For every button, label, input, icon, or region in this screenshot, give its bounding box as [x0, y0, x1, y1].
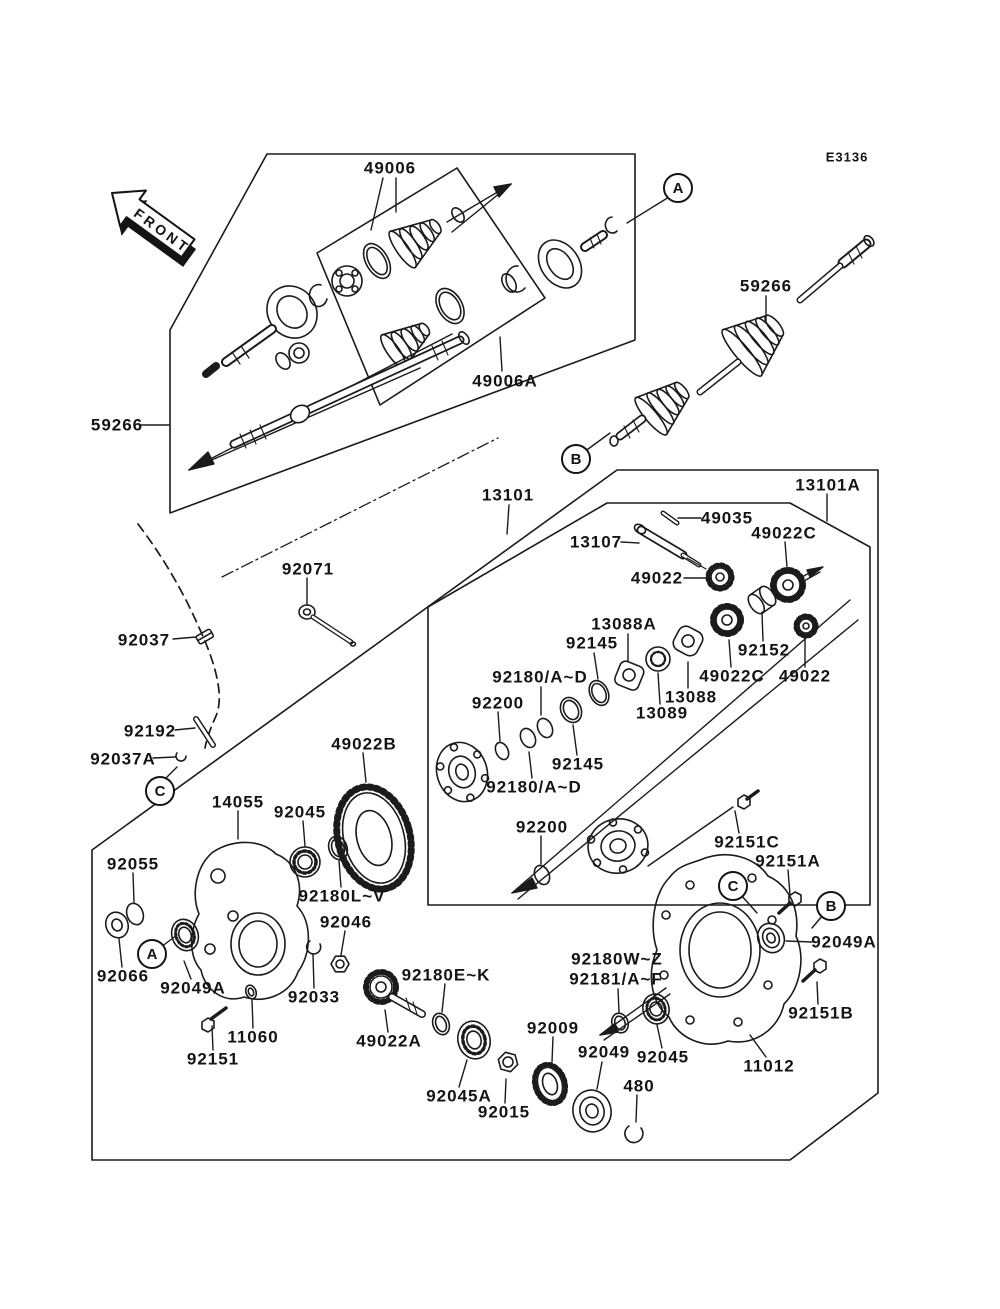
part-label-92192: 92192 [123, 721, 177, 741]
part-label-92033: 92033 [287, 987, 341, 1007]
part-label-92200-lower: 92200 [515, 817, 569, 837]
bolt-92151B [803, 959, 826, 981]
cv-boot-right-inner [631, 369, 700, 438]
part-label-13101: 13101 [481, 485, 535, 505]
part-label-92037A: 92037A [90, 749, 156, 769]
callout-C-left: C [145, 776, 175, 806]
bevel-gear-49022C-2 [713, 606, 741, 634]
part-label-59266-left: 59266 [90, 415, 144, 435]
joint-hub [289, 343, 309, 363]
bearing-92049A-left [167, 916, 202, 955]
o-ring-92200-1 [493, 740, 511, 761]
joint-spider [332, 266, 362, 296]
part-label-49022B: 49022B [331, 734, 397, 754]
part-label-49022C-lower: 49022C [699, 666, 765, 686]
washer-92180EK [430, 1011, 453, 1037]
part-label-92055: 92055 [106, 854, 160, 874]
ring-92145-2 [556, 694, 585, 726]
part-label-49006: 49006 [363, 158, 417, 178]
part-label-49022-top: 49022 [630, 568, 684, 588]
bevel-gear-49022-2 [796, 616, 816, 636]
front-drive-shaft-exploded [206, 206, 617, 448]
part-label-92181AF: 92181/A~F [569, 969, 663, 989]
part-label-13089: 13089 [635, 703, 689, 723]
bolt-92151 [202, 1008, 226, 1032]
part-label-92200-upper: 92200 [471, 693, 525, 713]
front-arrow-text: FRONT [130, 204, 194, 257]
bevel-gear-49022C-1 [773, 570, 803, 600]
part-label-13107: 13107 [569, 532, 623, 552]
part-label-59266-right: 59266 [739, 276, 793, 296]
ring-480 [625, 1126, 643, 1143]
front-drive-shaft-assembled [610, 234, 876, 446]
bearing-92045-top [290, 847, 320, 877]
part-label-92180EK: 92180E~K [401, 965, 491, 985]
part-label-13088: 13088 [664, 687, 718, 707]
part-label-92046: 92046 [319, 912, 373, 932]
part-label-92151A: 92151A [755, 851, 821, 871]
cam-plate-13088 [670, 623, 705, 658]
ring-92145-1 [585, 677, 612, 708]
nut-92015 [496, 1051, 520, 1073]
callout-A-left: A [137, 939, 167, 969]
splined-washer-13089 [646, 647, 670, 671]
cv-boot [385, 206, 451, 271]
axle-shaft [234, 330, 471, 448]
clamp-92037 [196, 629, 214, 645]
part-label-92066: 92066 [96, 966, 150, 986]
part-label-49035: 49035 [700, 508, 754, 528]
boot-band-2 [430, 284, 470, 329]
spacer-92049 [568, 1086, 616, 1136]
part-label-13101A: 13101A [795, 475, 861, 495]
part-label-92049A-left: 92049A [160, 978, 226, 998]
part-label-92045-bottom: 92045 [636, 1047, 690, 1067]
part-label-92037: 92037 [117, 630, 171, 650]
part-label-49022C-top: 49022C [751, 523, 817, 543]
callout-B-top: B [561, 444, 591, 474]
part-label-92015: 92015 [477, 1102, 531, 1122]
bolt-92151A [779, 892, 801, 913]
bolt-92151C [738, 791, 758, 809]
part-label-14055: 14055 [211, 792, 265, 812]
part-label-92071: 92071 [281, 559, 335, 579]
front-arrow [95, 175, 207, 276]
part-label-49022A: 49022A [356, 1031, 422, 1051]
part-label-11060: 11060 [227, 1027, 279, 1047]
part-label-92180AD-upper: 92180/A~D [492, 667, 588, 687]
nut-92046 [331, 956, 349, 972]
snap-ring-3 [605, 217, 617, 233]
part-label-92049A-right: 92049A [811, 932, 877, 952]
part-label-92152: 92152 [737, 640, 791, 660]
diff-case-half-1 [429, 736, 495, 809]
plate-13088A [613, 659, 646, 692]
bearing-92045A [454, 1018, 495, 1063]
part-label-92009: 92009 [526, 1018, 580, 1038]
part-label-49006A: 49006A [472, 371, 538, 391]
shim-washers-92180 [517, 716, 555, 750]
callout-B-right: B [816, 891, 846, 921]
part-label-11012: 11012 [743, 1056, 795, 1076]
part-label-92145-upper: 92145 [565, 633, 619, 653]
bevel-gear-49022-1 [708, 565, 732, 589]
part-label-92180LV: 92180L~V [298, 886, 386, 906]
callout-A-top: A [663, 173, 693, 203]
gear-92009 [530, 1060, 571, 1107]
part-label-92045-housing: 92045 [273, 802, 327, 822]
diagram-code: E3136 [825, 149, 869, 165]
part-label-92180AD-lower: 92180/A~D [486, 777, 582, 797]
part-label-480: 480 [623, 1076, 655, 1096]
part-label-92151C: 92151C [714, 832, 780, 852]
part-label-92180WZ: 92180W~Z [571, 949, 663, 969]
part-label-92145-lower: 92145 [551, 754, 605, 774]
inner-joint-housing [530, 232, 591, 296]
clip-92033 [307, 941, 321, 954]
callout-C-right: C [718, 871, 748, 901]
boot-band [358, 239, 396, 283]
part-label-92151: 92151 [186, 1049, 240, 1069]
part-label-49022-lower: 49022 [778, 666, 832, 686]
breather-bolt-92071 [299, 605, 356, 646]
part-label-13088A: 13088A [591, 614, 657, 634]
part-label-92049: 92049 [577, 1042, 631, 1062]
snap-ring [309, 285, 327, 307]
clip-92037A [176, 753, 186, 761]
part-label-92151B: 92151B [788, 1003, 854, 1023]
breather-parts [138, 438, 498, 761]
part-label-92045A: 92045A [426, 1086, 492, 1106]
